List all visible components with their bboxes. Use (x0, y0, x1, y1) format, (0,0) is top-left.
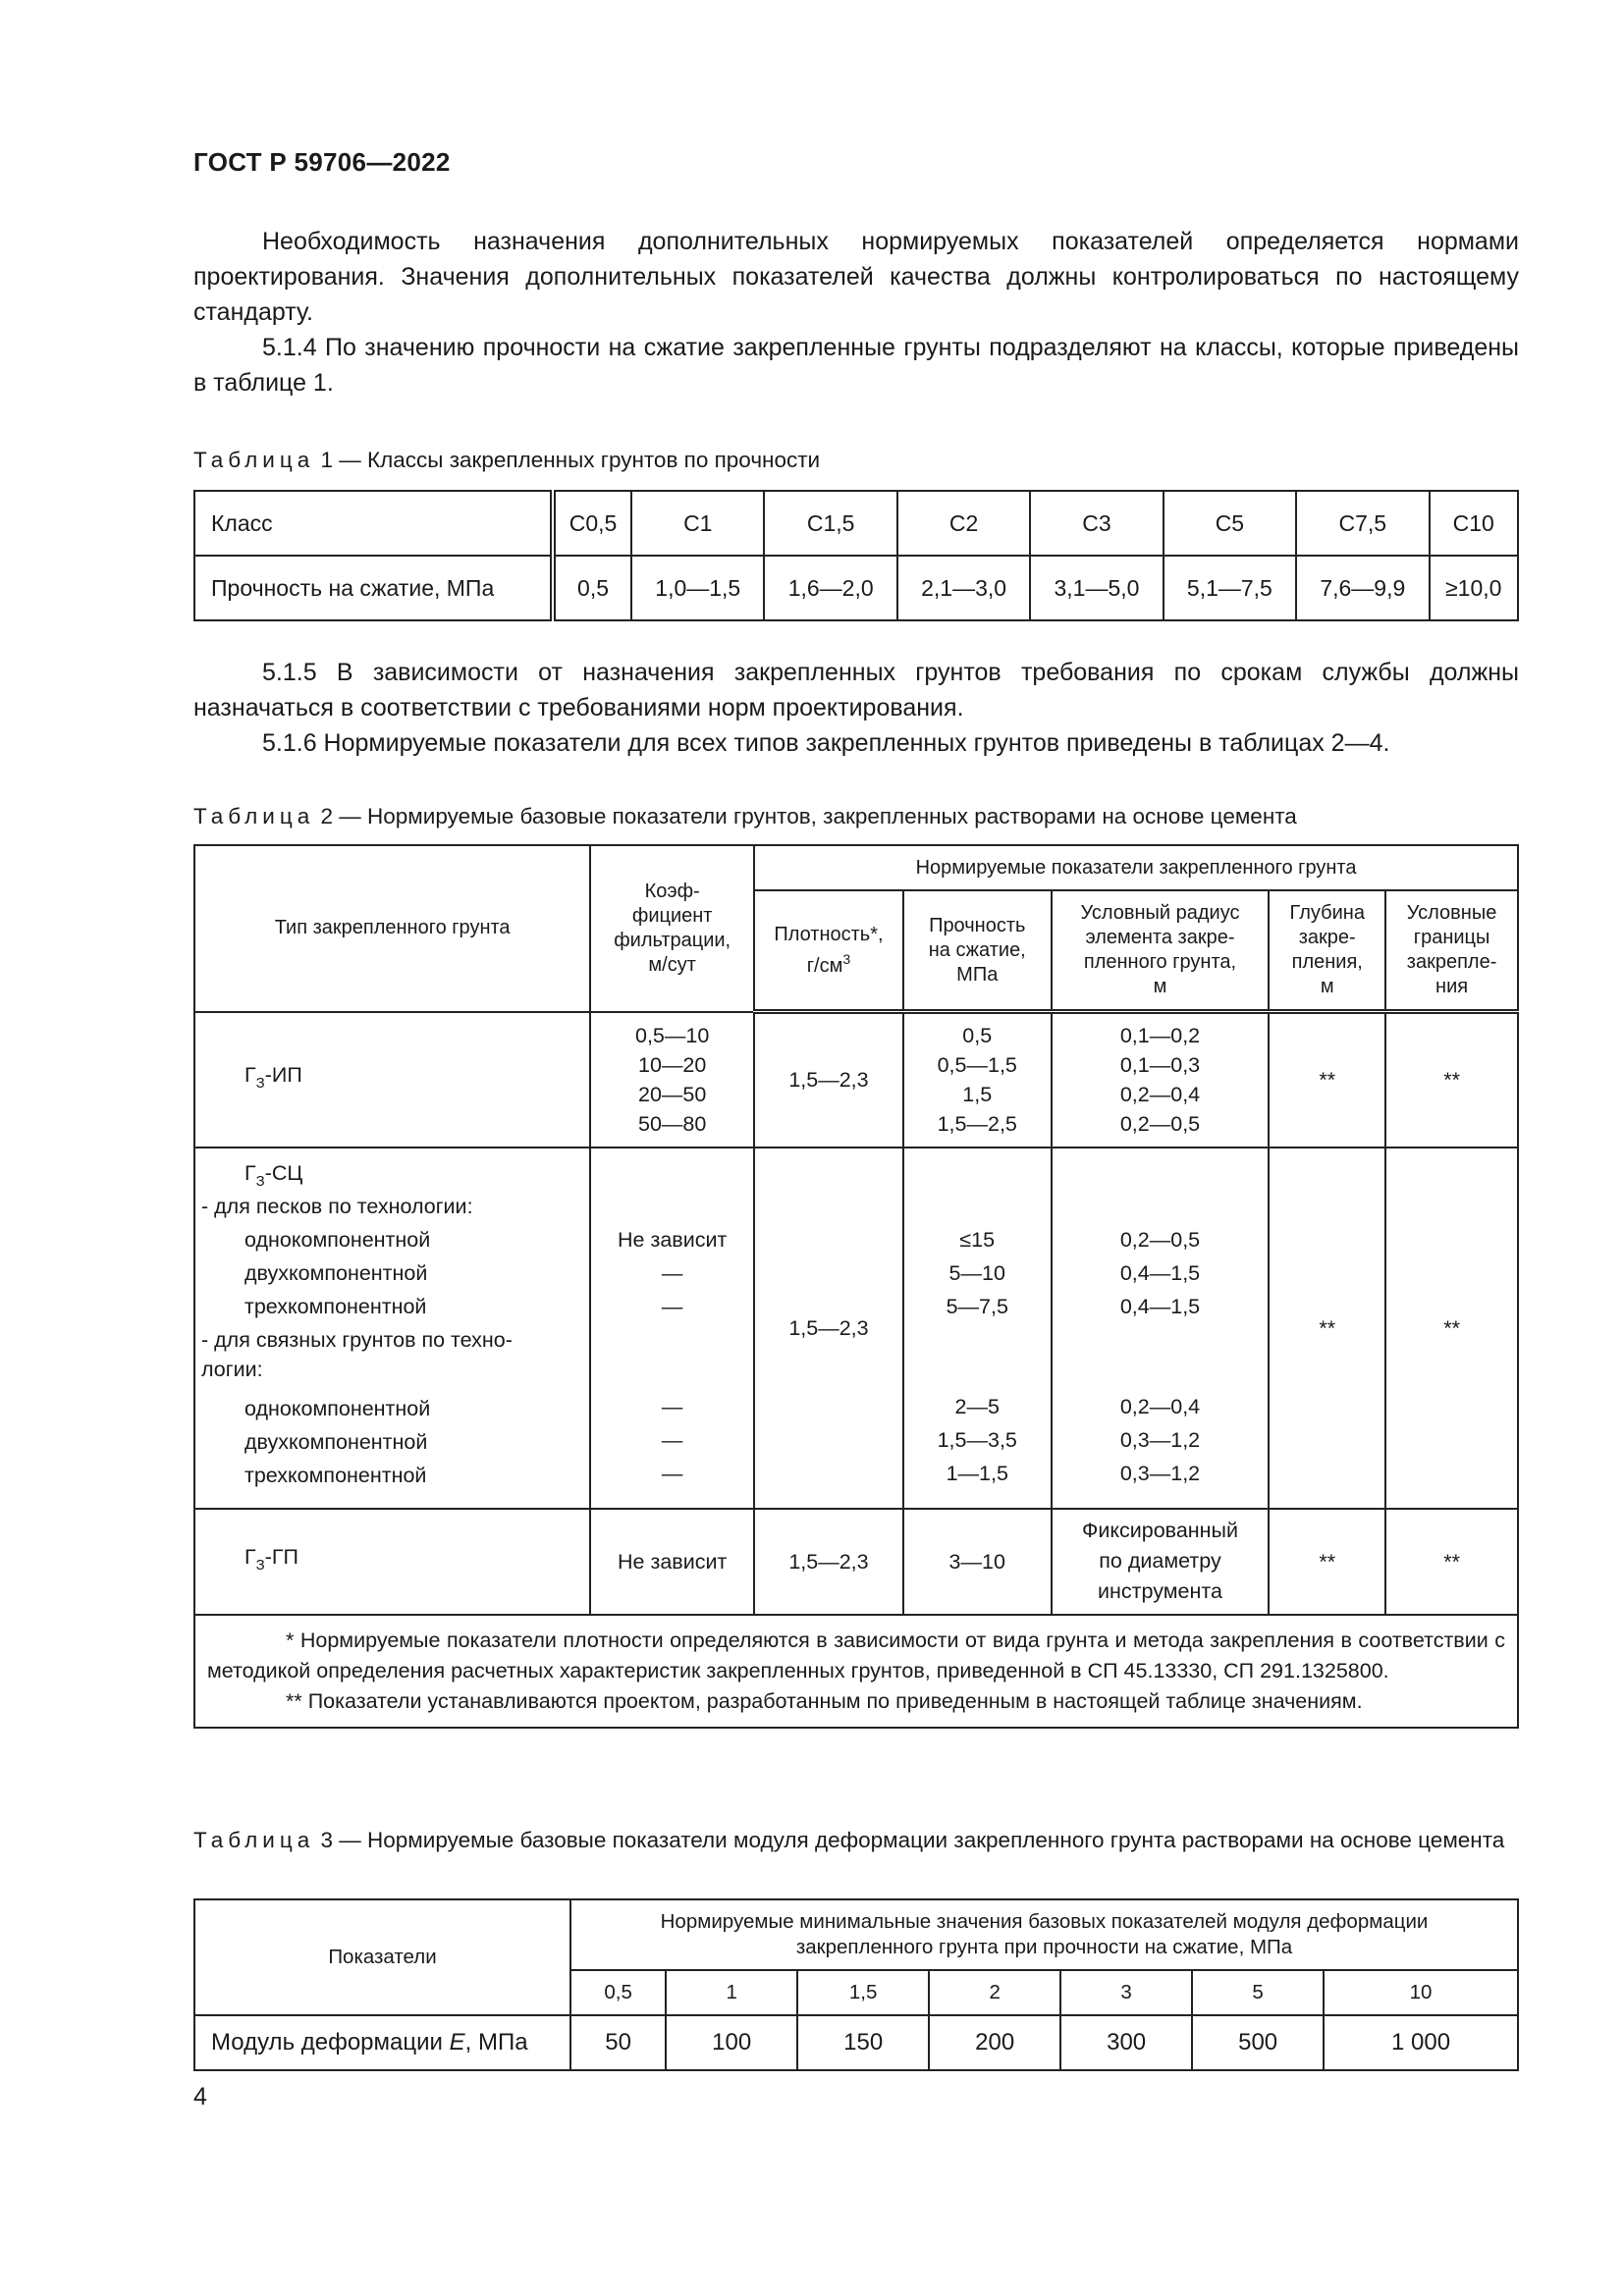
table-cell: 7,6—9,9 (1296, 556, 1429, 620)
table-header-cell: 10 (1324, 1970, 1518, 2015)
coef-ip: 0,5—10 10—20 20—50 50—80 (590, 1012, 754, 1148)
table-2-base-indicators (193, 844, 1519, 1729)
table-header-cell: 2 (929, 1970, 1060, 2015)
header-density: Плотность*, $г/см^3$ (754, 890, 903, 1012)
table-row (194, 2015, 1518, 2070)
table-cell: С5 (1164, 491, 1296, 556)
table-cell: 500 (1192, 2015, 1324, 2070)
strength-sc: ≤15 5—10 5—7,5 2—5 1,5—3,5 1—1,5 (903, 1148, 1052, 1509)
table-cell: 150 (797, 2015, 929, 2070)
coef-gp: Не зависит (590, 1509, 754, 1615)
density-sc: 1,5—2,3 (754, 1148, 903, 1509)
depth-sc: ** (1269, 1148, 1385, 1509)
bounds-gp: ** (1385, 1509, 1518, 1615)
radius-ip: 0,1—0,2 0,1—0,3 0,2—0,4 0,2—0,5 (1052, 1012, 1270, 1148)
paragraph-5-1-4: 5.1.4 По значению прочности на сжатие закрепленные грунты подразделяют на классы, которые приведены в таблице 1. (193, 334, 1519, 397)
paragraph-additional-indicators: Необходимость назначения дополнительных нормируемых показателей определяется нормами проектирования. Значения дополнительных показателей качества должны контролироваться по настоящему стандарту. (193, 228, 1519, 326)
table-header-cell: 1 (666, 1970, 797, 2015)
table-cell: С2 (897, 491, 1030, 556)
table-1-strength-classes (193, 490, 1519, 621)
table-row (194, 1899, 1518, 1970)
header-min-values: Нормируемые минимальные значения базовых показателей модуля деформации закрепленного грунта при прочности на сжатие, МПа (570, 1899, 1518, 1970)
table-cell: 3,1—5,0 (1030, 556, 1163, 620)
bounds-sc: ** (1385, 1148, 1518, 1509)
radius-sc: 0,2—0,5 0,4—1,5 0,4—1,5 0,2—0,4 0,3—1,2 0,3—1,2 (1052, 1148, 1270, 1509)
note-project: ** Показатели устанавливаются проектом, разработанным по приведенным в настоящей таблице значениям. (286, 1688, 1363, 1713)
table-cell: С7,5 (1296, 491, 1429, 556)
table-cell: 2,1—3,0 (897, 556, 1030, 620)
table-row (194, 1012, 1518, 1148)
table-header-cell: Класс (194, 491, 553, 556)
density-ip: 1,5—2,3 (754, 1012, 903, 1148)
bounds-ip: ** (1385, 1012, 1518, 1148)
soil-type-gp: $Г_З-ГП$ (194, 1509, 590, 1615)
table-cell: 200 (929, 2015, 1060, 2070)
header-filtration-coef: Коэф- фициент фильтрации, м/сут (590, 845, 754, 1012)
depth-gp: ** (1269, 1509, 1385, 1615)
table-cell: 1 000 (1324, 2015, 1518, 2070)
header-strength: Прочность на сжатие, МПа (903, 890, 1052, 1012)
page-number: 4 (193, 2083, 207, 2110)
table-3-deformation-modulus (193, 1898, 1519, 2071)
table1-caption: Таблица 1 — Классы закрепленных грунтов по прочности (193, 448, 821, 472)
density-gp: 1,5—2,3 (754, 1509, 903, 1615)
paragraph-5-1-6: 5.1.6 Нормируемые показатели для всех типов закрепленных грунтов приведены в таблицах 2—4. (262, 729, 1390, 757)
table2-notes (194, 1615, 1518, 1728)
table-header-cell: Прочность на сжатие, МПа (194, 556, 553, 620)
strength-ip: 0,5 0,5—1,5 1,5 1,5—2,5 (903, 1012, 1052, 1148)
table-cell: 5,1—7,5 (1164, 556, 1296, 620)
header-bounds: Условные границы закрепле- ния (1385, 890, 1518, 1012)
soil-type-sc: $Г_З-СЦ$ - для песков по технологии: однокомпонентной двухкомпонентной трехкомпонентной - для связных грунтов по техно- логии: однокомпонентной двухкомпонентной трехкомпонентной (194, 1148, 590, 1509)
table-row (194, 845, 1518, 890)
radius-gp: Фиксированный по диаметру инструмента (1052, 1509, 1270, 1615)
header-depth: Глубина закре- пления, м (1269, 890, 1385, 1012)
table-cell: С10 (1430, 491, 1519, 556)
coef-sc: Не зависит — — — — — (590, 1148, 754, 1509)
table-cell: 1,0—1,5 (631, 556, 764, 620)
table-cell: С0,5 (553, 491, 631, 556)
header-normed-indicators: Нормируемые показатели закрепленного грунта (754, 845, 1518, 890)
table-row (194, 556, 1518, 620)
table-row (194, 1615, 1518, 1728)
table-cell: ≥10,0 (1430, 556, 1519, 620)
table-row (194, 1509, 1518, 1615)
table-cell: 0,5 (553, 556, 631, 620)
table-row (194, 491, 1518, 556)
paragraph-5-1-5: 5.1.5 В зависимости от назначения закрепленных грунтов требования по срокам службы должны назначаться в соответствии с требованиями норм проектирования. (193, 659, 1519, 721)
table2-caption: Таблица 2 — Нормируемые базовые показатели грунтов, закрепленных растворами на основе цемента (193, 804, 1297, 828)
table-row (194, 1148, 1518, 1509)
table3-caption: Таблица 3 — Нормируемые базовые показатели модуля деформации закрепленного грунта растворами на основе цемента (193, 1828, 1505, 1852)
header-radius: Условный радиус элемента закре- пленного грунта, м (1052, 890, 1270, 1012)
table-header-cell: 0,5 (570, 1970, 666, 2015)
document-header: ГОСТ Р 59706—2022 (193, 147, 451, 177)
strength-gp: 3—10 (903, 1509, 1052, 1615)
header-soil-type: Тип закрепленного грунта (194, 845, 590, 1012)
table-header-cell: 3 (1060, 1970, 1192, 2015)
depth-ip: ** (1269, 1012, 1385, 1148)
table-cell: 1,6—2,0 (764, 556, 896, 620)
table-cell: С1,5 (764, 491, 896, 556)
row-label-modulus: Модуль деформации E, МПа (194, 2015, 570, 2070)
table-cell: 300 (1060, 2015, 1192, 2070)
table-header-cell: 5 (1192, 1970, 1324, 2015)
soil-type-ip: $Г_З-ИП$ (194, 1012, 590, 1148)
table-cell: 100 (666, 2015, 797, 2070)
table-header-cell: 1,5 (797, 1970, 929, 2015)
header-indicators: Показатели (194, 1899, 570, 2015)
table-cell: С1 (631, 491, 764, 556)
note-density: * Нормируемые показатели плотности определяются в зависимости от вида грунта и метода закрепления в соответствии с методикой определения расчетных характеристик закрепленных грунтов, приведенной в СП 45.13330, СП 291.1325800. (207, 1628, 1505, 1682)
table-cell: 50 (570, 2015, 666, 2070)
table-cell: С3 (1030, 491, 1163, 556)
